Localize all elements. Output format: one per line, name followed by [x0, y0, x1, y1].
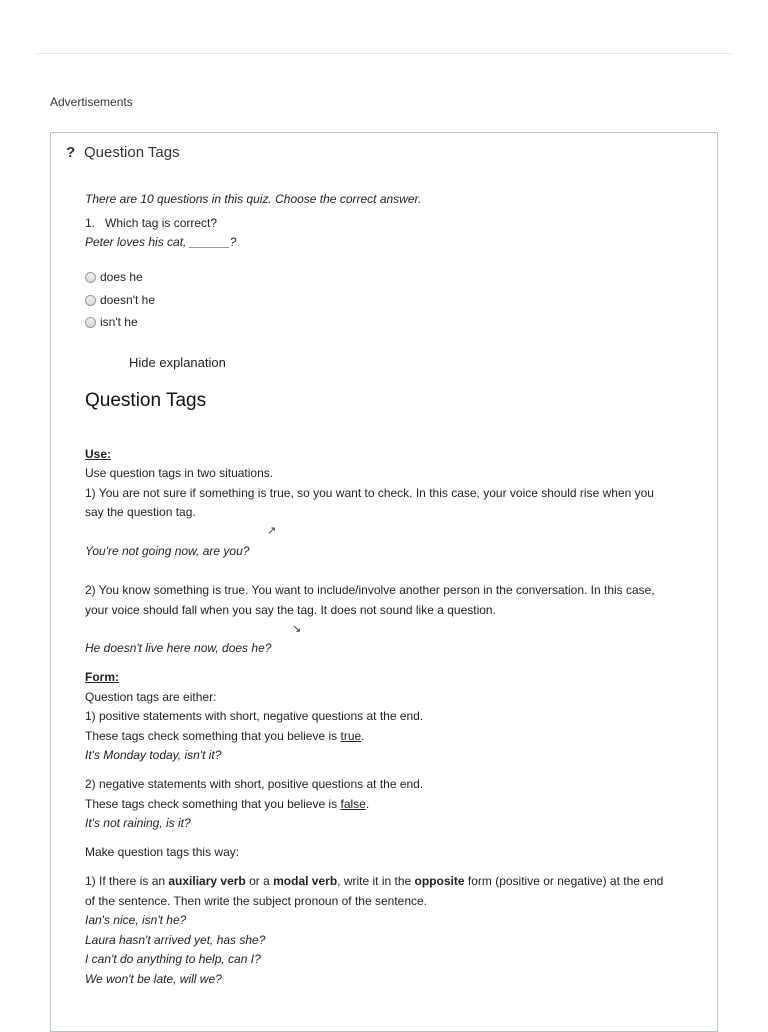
- rule-1-line-2: of the sentence. Then write the subject pronoun of the sentence.: [85, 894, 428, 908]
- modal-verb-term: modal verb: [273, 874, 338, 888]
- quiz-header: [66, 144, 180, 161]
- answer-option-does-he[interactable]: [85, 267, 143, 287]
- use-point-2-line-1: 2) You know something is true. You want to include/involve another person in the conversation. In this case,: [85, 583, 655, 597]
- form-1-line-2: [85, 726, 365, 746]
- quiz-panel: [50, 132, 718, 1032]
- answer-option-doesnt-he[interactable]: [85, 290, 155, 310]
- rule-1-example: I can't do anything to help, can I?: [85, 952, 261, 966]
- quiz-intro: There are 10 questions in this quiz. Choose the correct answer.: [85, 192, 422, 206]
- form-2-text: These tags check something that you believe is: [85, 797, 341, 811]
- rule-1-text-a: 1) If there is an: [85, 874, 169, 888]
- rising-intonation-arrow-icon: ↗: [267, 525, 277, 537]
- option-label[interactable]: does he: [100, 270, 143, 284]
- form-1-line-1: 1) positive statements with short, negative questions at the end.: [85, 709, 424, 723]
- use-point-2-line-2: your voice should fall when you say the tag. It does not sound like a question.: [85, 603, 496, 617]
- true-word: true: [340, 729, 362, 743]
- form-2-line-2: [85, 794, 369, 814]
- radio-button[interactable]: [85, 272, 96, 283]
- form-2-period: .: [365, 797, 370, 811]
- question-sentence: Peter loves his cat, ______?: [85, 235, 237, 249]
- use-intro: Use question tags in two situations.: [85, 466, 274, 480]
- form-1-text: These tags check something that you believe is: [85, 729, 341, 743]
- question-prompt: [85, 213, 217, 233]
- use-point-1-line-2: say the question tag.: [85, 505, 196, 519]
- use-point-1-line-1: 1) You are not sure if something is true, so you want to check. In this case, your voice should rise when you: [85, 486, 654, 500]
- form-intro: Question tags are either:: [85, 690, 217, 704]
- falling-intonation-arrow-icon: ↘: [292, 623, 302, 635]
- explanation-title: Question Tags: [85, 390, 207, 411]
- hide-explanation-button[interactable]: Hide explanation: [129, 355, 226, 370]
- top-divider: [36, 53, 732, 54]
- make-tags-intro: Make question tags this way:: [85, 845, 240, 859]
- rule-1-text-b: or a: [245, 874, 274, 888]
- auxiliary-verb-term: auxiliary verb: [168, 874, 246, 888]
- question-mark-icon: ?: [66, 144, 76, 161]
- question-number: 1.: [85, 216, 96, 230]
- rule-1-example: Laura hasn't arrived yet, has she?: [85, 933, 266, 947]
- form-heading: Form:: [85, 670, 119, 684]
- example-rising: You're not going now, are you?: [85, 544, 250, 558]
- use-heading: Use:: [85, 447, 112, 461]
- option-label[interactable]: doesn't he: [100, 293, 156, 307]
- form-1-period: .: [361, 729, 365, 743]
- form-2-example: It's not raining, is it?: [85, 816, 191, 830]
- question-text: Which tag is correct?: [105, 216, 218, 230]
- false-word: false: [340, 797, 366, 811]
- rule-1-line-1: [85, 871, 663, 891]
- form-1-example: It's Monday today, isn't it?: [85, 748, 222, 762]
- rule-1-example: Ian's nice, isn't he?: [85, 913, 187, 927]
- radio-button[interactable]: [85, 317, 96, 328]
- radio-button[interactable]: [85, 295, 96, 306]
- opposite-term: opposite: [414, 874, 465, 888]
- rule-1-text-c: , write it in the: [337, 874, 415, 888]
- rule-1-text-d: form (positive or negative) at the end: [464, 874, 664, 888]
- advertisements-label: Advertisements: [50, 95, 133, 109]
- example-falling: He doesn't live here now, does he?: [85, 641, 272, 655]
- rule-1-example: We won't be late, will we?: [85, 972, 222, 986]
- quiz-title: Question Tags: [84, 144, 180, 161]
- form-2-line-1: 2) negative statements with short, positive questions at the end.: [85, 777, 424, 791]
- answer-option-isnt-he[interactable]: [85, 312, 138, 332]
- option-label[interactable]: isn't he: [100, 315, 138, 329]
